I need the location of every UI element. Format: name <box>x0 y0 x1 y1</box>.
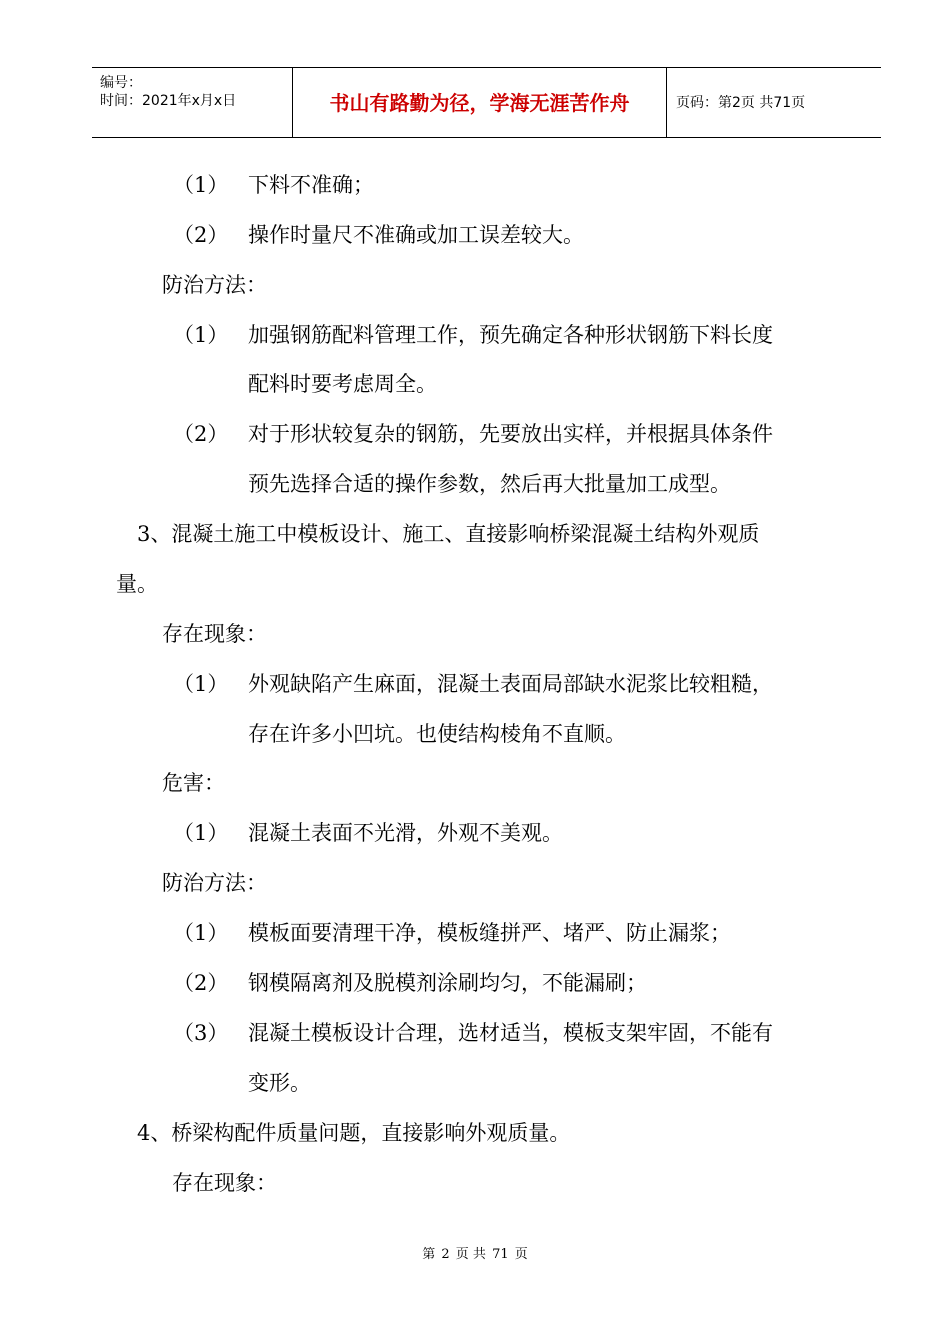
paragraph-line: 钢模隔离剂及脱模剂涂刷均匀，不能漏刷； <box>248 971 647 995</box>
page-footer <box>0 1247 950 1263</box>
paragraph-line: 加强钢筋配料管理工作，预先确定各种形状钢筋下料长度 <box>248 323 773 347</box>
footer-page-number: 2 <box>441 1247 450 1262</box>
item-number: （1） <box>173 921 229 945</box>
item-number: （3） <box>173 1021 229 1045</box>
paragraph-line: 模板面要清理干净，模板缝拼严、堵严、防止漏浆； <box>248 921 731 945</box>
header-motto-cell <box>292 68 667 137</box>
paragraph-line: 混凝土模板设计合理，选材适当，模板支架牢固，不能有 <box>248 1021 773 1045</box>
section-heading: 存在现象： <box>172 1171 277 1195</box>
paragraph-line: 操作时量尺不准确或加工误差较大。 <box>248 223 584 247</box>
paragraph-line: 变形。 <box>248 1071 311 1095</box>
item-number: （2） <box>173 422 229 446</box>
footer-total-pages: 71 <box>492 1247 509 1262</box>
footer-mid: 页 共 <box>455 1247 486 1262</box>
footer-suffix: 页 <box>514 1247 528 1262</box>
document-header <box>92 67 881 138</box>
header-page-label: 页码：第2页 共71页 <box>676 95 806 111</box>
paragraph-line: 混凝土表面不光滑，外观不美观。 <box>248 821 563 845</box>
section-heading: 存在现象： <box>162 622 267 646</box>
footer-prefix: 第 <box>422 1247 436 1262</box>
header-time-label: 时间：2021年x月x日 <box>100 93 237 109</box>
header-code-label: 编号： <box>100 75 142 91</box>
section-heading: 危害： <box>162 771 225 795</box>
item-number: （1） <box>173 821 229 845</box>
item-number: （2） <box>173 223 229 247</box>
paragraph-line: 存在许多小凹坑。也使结构棱角不直顺。 <box>248 722 626 746</box>
numbered-section-title: 3、混凝土施工中模板设计、施工、直接影响桥梁混凝土结构外观质 <box>137 522 760 546</box>
numbered-section-title: 4、桥梁构配件质量问题，直接影响外观质量。 <box>137 1121 571 1145</box>
paragraph-line: 量。 <box>116 572 158 596</box>
section-heading: 防治方法： <box>162 871 267 895</box>
item-number: （1） <box>173 173 229 197</box>
header-meta-cell <box>92 68 292 137</box>
paragraph-line: 预先选择合适的操作参数，然后再大批量加工成型。 <box>248 472 731 496</box>
paragraph-line: 对于形状较复杂的钢筋，先要放出实样，并根据具体条件 <box>248 422 773 446</box>
paragraph-line: 配料时要考虑周全。 <box>248 372 437 396</box>
section-heading: 防治方法： <box>162 273 267 297</box>
item-number: （1） <box>173 672 229 696</box>
header-page-cell <box>666 68 881 137</box>
item-number: （1） <box>173 323 229 347</box>
paragraph-line: 外观缺陷产生麻面，混凝土表面局部缺水泥浆比较粗糙， <box>248 672 773 696</box>
header-motto: 书山有路勤为径，学海无涯苦作舟 <box>329 91 630 115</box>
item-number: （2） <box>173 971 229 995</box>
paragraph-line: 下料不准确； <box>248 173 374 197</box>
